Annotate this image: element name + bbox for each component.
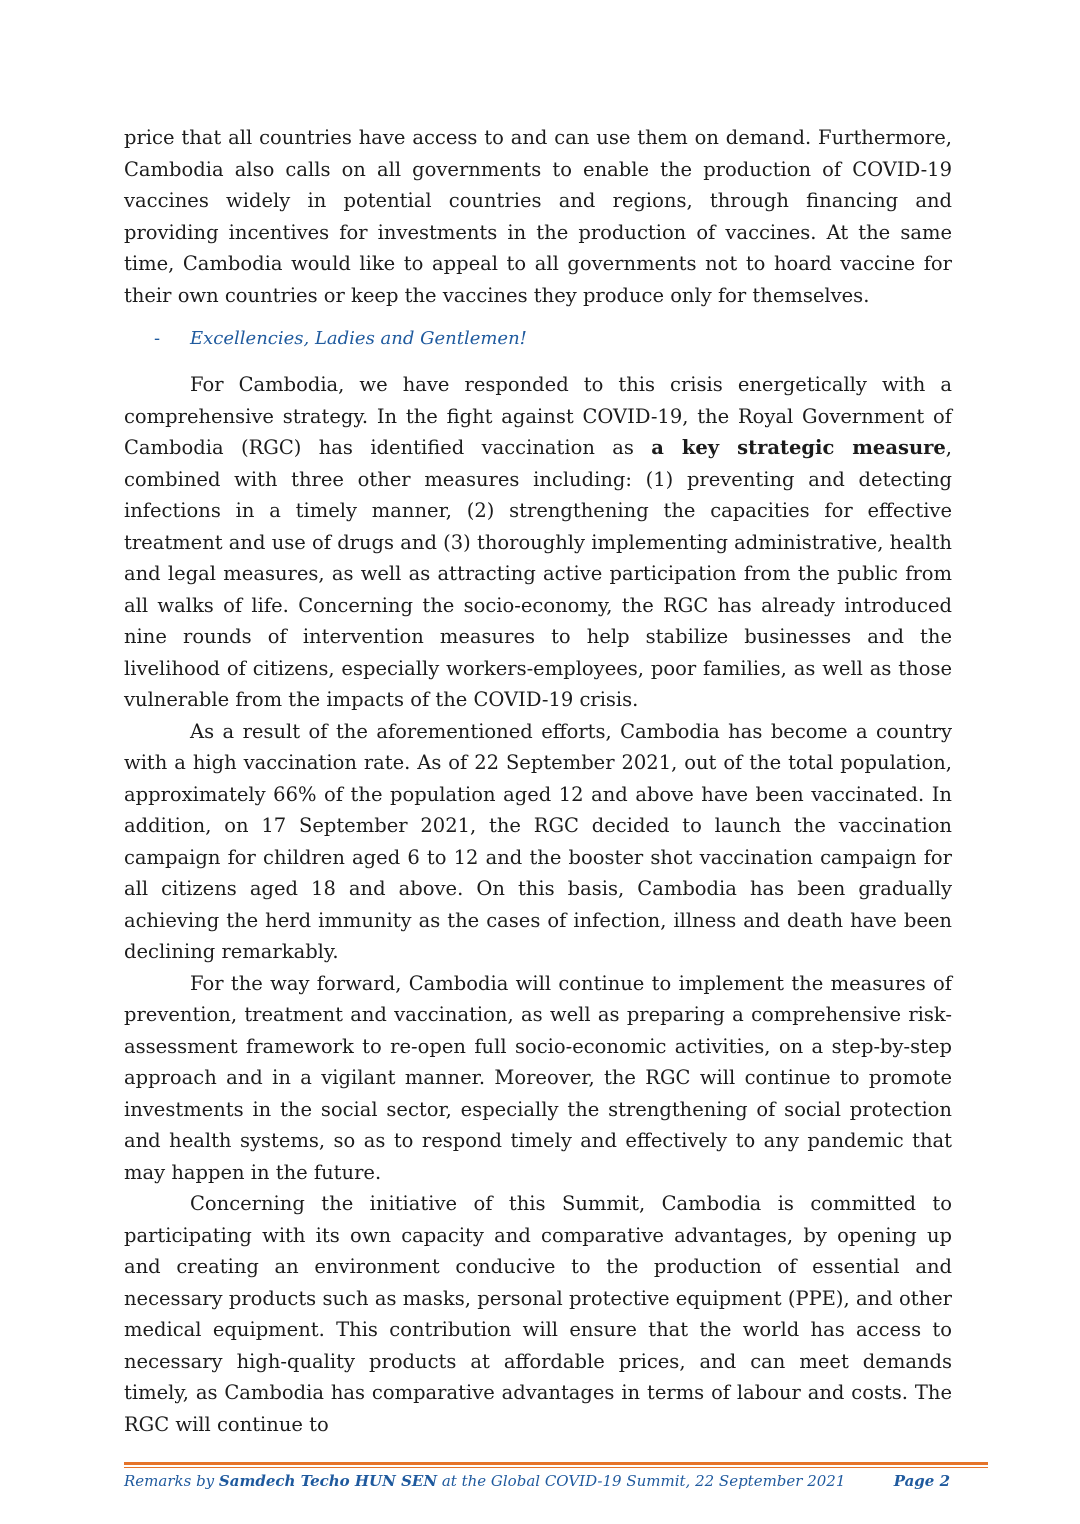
footer-rule-thick xyxy=(124,1462,988,1465)
footer-caption xyxy=(124,1470,845,1492)
paragraph-1: price that all countries have access to and can use them on demand. Furthermore, Cambodia also calls on all governments to enable the production of COVID-19 vaccines widely in potential countries and regions, through financing and providing incentives for investments in the production of vaccines. At the same time, Cambodia would like to appeal to all governments not to hoard vaccine for their own countries or keep the vaccines they produce only for themselves. xyxy=(124,126,952,307)
salutation-line xyxy=(124,325,952,353)
paragraph-5: Concerning the initiative of this Summit, Cambodia is committed to participating with its own capacity and comparative advantages, by opening up and creating an environment conducive to the production of essential and necessary products such as masks, personal protective equipment (PPE), and other medical equipment. This contribution will ensure that the world has access to necessary high-quality products at affordable prices, and can meet demands timely, as Cambodia has comparative advantages in terms of labour and costs. The RGC will continue to xyxy=(124,1192,952,1436)
paragraph-2-bold-phrase: a key strategic measure xyxy=(651,436,946,459)
page-footer xyxy=(124,1470,950,1492)
paragraph-4: For the way forward, Cambodia will continue to implement the measures of prevention, treatment and vaccination, as well as preparing a comprehensive risk-assessment framework to re-open full socio-economic activities, on a step-by-step approach and in a vigilant manner. Moreover, the RGC will continue to promote investments in the social sector, especially the strengthening of social protection and health systems, so as to respond timely and effectively to any pandemic that may happen in the future. xyxy=(124,971,952,1184)
paragraph-3: As a result of the aforementioned efforts, Cambodia has become a country with a high vaccination rate. As of 22 September 2021, out of the total population, approximately 66% of the population aged 12 and above have been vaccinated. In addition, on 17 September 2021, the RGC decided to launch the vaccination campaign for children aged 6 to 12 and the booster shot vaccination campaign for all citizens aged 18 and above. On this basis, Cambodia has been gradually achieving the herd immunity as the cases of infection, illness and death have been declining remarkably. xyxy=(124,719,952,963)
salutation-text: Excellencies, Ladies and Gentlemen! xyxy=(190,328,527,349)
footer-rule-thin xyxy=(124,1467,988,1468)
page-label: Page xyxy=(893,1472,935,1490)
page-number-value: 2 xyxy=(939,1472,950,1490)
salutation-dash: - xyxy=(154,328,161,349)
paragraph-2-text-b: , combined with three other measures including: (1) preventing and detecting infections in a timely manner, (2) strengthening the capacities for effective treatment and use of drugs and (3) thoroughly implementing administrative, health and legal measures, as well as attracting active participation from the public from all walks of life. Concerning the socio-economy, the RGC has already introduced nine rounds of intervention measures to help stabilize businesses and the livelihood of citizens, especially workers-employees, poor families, as well as those vulnerable from the impacts of the COVID-19 crisis. xyxy=(124,436,952,711)
paragraph-2-text-a: For Cambodia, we have responded to this crisis energetically with a comprehensive strategy. In the fight against COVID-19, the Royal Government of Cambodia (RGC) has identified vaccination as xyxy=(124,373,952,459)
page-number xyxy=(894,1470,950,1492)
footer-prefix: Remarks by xyxy=(124,1472,219,1490)
paragraph-2 xyxy=(124,369,952,716)
footer-speaker: Samdech Techo HUN SEN xyxy=(218,1472,438,1490)
footer-suffix: at the Global COVID-19 Summit, 22 September 2021 xyxy=(437,1472,846,1490)
document-body xyxy=(124,122,952,1440)
